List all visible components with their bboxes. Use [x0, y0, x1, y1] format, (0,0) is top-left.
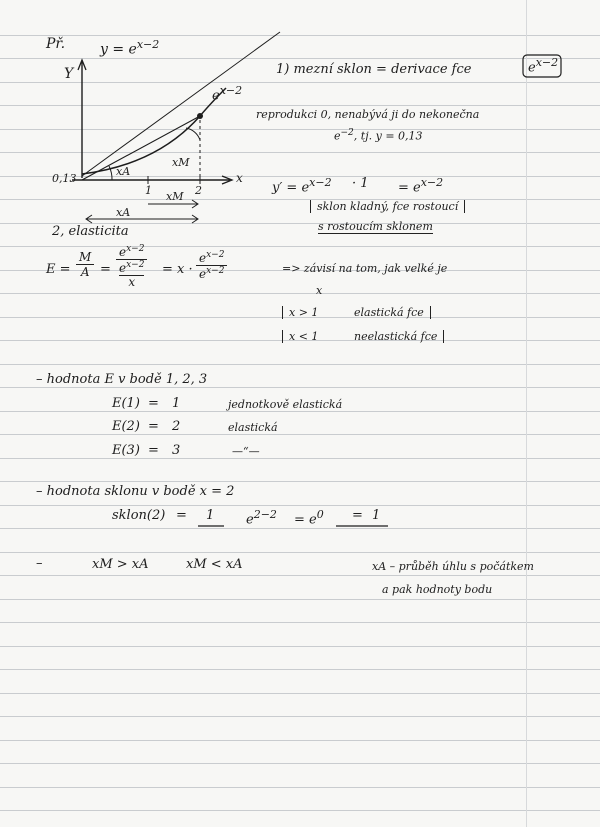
value-row-3-val: 3 [172, 443, 181, 458]
case2-condition: x < 1 [282, 330, 318, 343]
slope-eq2 [294, 508, 324, 527]
point1-note-base: e [334, 129, 341, 143]
fraction2-num [116, 244, 147, 260]
value-row-3-eq: = [148, 443, 159, 458]
fraction2-num-exponent: x−2 [126, 244, 145, 254]
fraction-a-den: A [80, 265, 90, 279]
example-label: Př. [46, 36, 66, 52]
fraction3-den-exponent: x−2 [206, 266, 225, 276]
values-heading: – hodnota E v bodě 1, 2, 3 [36, 372, 208, 387]
value-row-3-lhs: E(3) [112, 443, 140, 458]
value-row-3-desc: —“— [232, 445, 260, 458]
fraction2-den-exponent: x−2 [126, 260, 145, 270]
inequality-2: xM < xA [186, 557, 243, 572]
derivative-lhs-exponent: x−2 [309, 176, 332, 189]
final-note-line1: xA – průběh úhlu s počátkem [372, 560, 534, 573]
case1-text: elastická fce [354, 306, 431, 319]
fraction3-num-exponent: x−2 [206, 250, 225, 260]
point2-heading: 2, elasticita [52, 224, 129, 239]
point1-result-base: e [528, 60, 536, 76]
slope-lhs: sklon(2) [112, 508, 166, 523]
elasticity-conclusion-var: x [316, 284, 323, 297]
curve-label [212, 84, 242, 103]
curve-label-base: e [212, 88, 220, 104]
value-row-2-val: 2 [172, 419, 181, 434]
point1-result [528, 56, 558, 75]
fraction3-num [196, 250, 227, 266]
value-row-2-desc: elastická [228, 421, 278, 434]
fraction2-den [116, 260, 147, 289]
xm-segment-label: xM [166, 190, 184, 203]
derivative-rhs [398, 176, 443, 195]
slope-eq1: = [176, 508, 187, 523]
curve-point [197, 113, 203, 119]
curve-label-exponent: x−2 [219, 84, 243, 97]
derivative-rhs-exponent: x−2 [420, 176, 444, 189]
inequality-1: xM > xA [92, 557, 149, 572]
function-text: y = e [100, 41, 137, 58]
derivative-rhs-base: = e [398, 180, 421, 196]
point1-note-exponent: −2 [340, 128, 354, 138]
function-exponent: x−2 [136, 38, 160, 51]
angle-a-label: xA [116, 165, 131, 178]
value-row-1-eq: = [148, 396, 159, 411]
slope-eq3: = [352, 508, 363, 523]
fraction-m-num: M [76, 250, 94, 265]
bracket-line1: sklon kladný, fce rostoucí [310, 200, 465, 213]
fraction3-den [196, 266, 227, 281]
point1-result-exponent: x−2 [535, 56, 559, 69]
xa-segment-label: xA [116, 206, 131, 219]
fraction2-den-base: e [119, 261, 127, 275]
derivative-mid: · 1 [352, 176, 369, 191]
slope-heading: – hodnota sklonu v bodě x = 2 [36, 484, 235, 499]
case2-text: neelastická fce [354, 330, 444, 343]
fraction2-den-sub: x [128, 275, 136, 289]
slope-val2: 1 [372, 508, 381, 523]
fraction-e-over-e [196, 250, 227, 281]
value-row-1-val: 1 [172, 396, 181, 411]
fraction2-num-base: e [119, 245, 127, 259]
fraction3-den-base: e [199, 267, 207, 281]
tick-2-label: 2 [195, 184, 202, 197]
function-definition [100, 38, 159, 58]
bracket-line2: s rostoucím sklonem [318, 220, 433, 233]
x-axis-label: x [236, 171, 243, 185]
elasticity-eq1: = [100, 262, 111, 277]
point1-note-line2 [334, 128, 423, 143]
point1-heading: 1) mezní sklon = derivace fce [276, 62, 472, 77]
value-row-1-lhs: E(1) [112, 396, 140, 411]
intercept-label: 0,13 [52, 172, 77, 185]
elasticity-conclusion: => závisí na tom, jak velké je [282, 262, 448, 275]
fraction-m-over-a [76, 250, 94, 279]
secant-line [82, 116, 200, 180]
final-dash: – [36, 556, 43, 571]
final-note-line2: a pak hodnoty bodu [382, 583, 493, 596]
fraction3-num-base: e [199, 251, 207, 265]
slope-e-base: e [246, 512, 254, 528]
derivative-lhs [272, 176, 332, 195]
case1-condition: x > 1 [282, 306, 318, 319]
fraction2-den-inner [119, 261, 144, 276]
slope-e-part [246, 508, 277, 527]
curve-e-x-2 [82, 88, 226, 174]
angle-m-label: xM [172, 156, 190, 169]
value-row-1-desc: jednotkově elastická [228, 398, 343, 411]
slope-eq2-base: = e [294, 512, 317, 528]
slope-val1: 1 [206, 508, 215, 523]
elasticity-lhs: E = [46, 262, 71, 277]
point1-note-line1: reprodukci 0, nenabývá ji do nekonečna [256, 108, 480, 121]
value-row-2-eq: = [148, 419, 159, 434]
fraction-derivative-over-average [116, 244, 147, 289]
slope-eq2-exponent: 0 [316, 508, 324, 521]
tick-1-label: 1 [145, 184, 152, 197]
point1-note-tail: , tj. y = 0,13 [353, 129, 423, 143]
angle-m-arc [186, 128, 200, 140]
slope-e-exponent: 2−2 [253, 508, 277, 521]
derivative-lhs-base: y′ = e [272, 180, 310, 196]
elasticity-eq2: = x · [162, 262, 193, 277]
y-axis-label: Y [64, 66, 74, 82]
value-row-2-lhs: E(2) [112, 419, 140, 434]
